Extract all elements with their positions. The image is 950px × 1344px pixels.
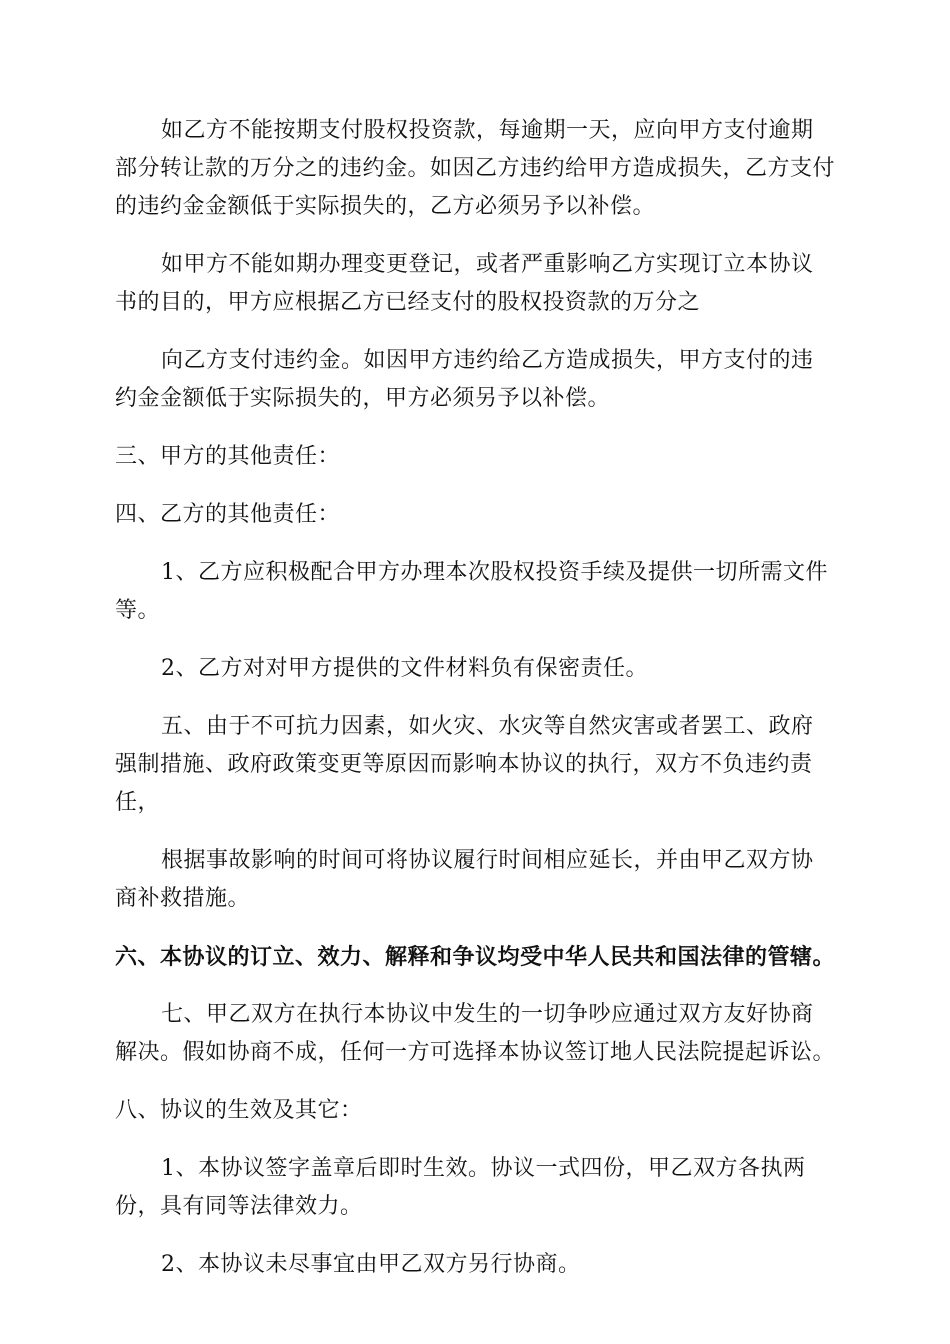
list-item-other-matters: 2、本协议未尽事宜由甲乙双方另行协商。 (161, 1252, 581, 1277)
section-dispute-resolution: 七、甲乙双方在执行本协议中发生的一切争吵应通过双方友好协商解决。假如协商不成，任何一方可选择本协议签订地人民法院提起诉讼。 (115, 1002, 836, 1065)
paragraph-penalty-party-a: 如甲方不能如期办理变更登记，或者严重影响乙方实现订立本协议书的目的，甲方应根据乙方已经支付的股权投资款的万分之 (115, 252, 814, 315)
paragraph-penalty-party-a-continued: 向乙方支付违约金。如因甲方违约给乙方造成损失，甲方支付的违约金金额低于实际损失的，甲方必须另予以补偿。 (115, 348, 814, 411)
section-force-majeure-continued: 根据事故影响的时间可将协议履行时间相应延长，并由甲乙双方协商补救措施。 (115, 848, 814, 911)
list-item-cooperation: 1、乙方应积极配合甲方办理本次股权投资手续及提供一切所需文件等。 (115, 560, 828, 623)
document-page (115, 112, 835, 1284)
section-heading-party-b-duties: 四、乙方的其他责任： (115, 502, 341, 527)
section-force-majeure: 五、由于不可抗力因素，如火灾、水灾等自然灾害或者罢工、政府强制措施、政府政策变更等原因而影响本协议的执行，双方不负违约责任， (115, 714, 814, 815)
list-item-confidentiality: 2、乙方对对甲方提供的文件材料负有保密责任。 (161, 656, 648, 681)
section-heading-party-a-duties: 三、甲方的其他责任： (115, 444, 341, 469)
section-governing-law: 六、本协议的订立、效力、解释和争议均受中华人民共和国法律的管辖。 (115, 944, 836, 970)
section-heading-effectiveness: 八、协议的生效及其它： (115, 1098, 363, 1123)
paragraph-penalty-party-b: 如乙方不能按期支付股权投资款，每逾期一天，应向甲方支付逾期部分转让款的万分之的违约金。如因乙方违约给甲方造成损失，乙方支付的违约金金额低于实际损失的，乙方必须另予以补偿。 (115, 118, 836, 219)
list-item-effectiveness: 1、本协议签字盖章后即时生效。协议一式四份，甲乙双方各执两份，具有同等法律效力。 (115, 1156, 806, 1219)
